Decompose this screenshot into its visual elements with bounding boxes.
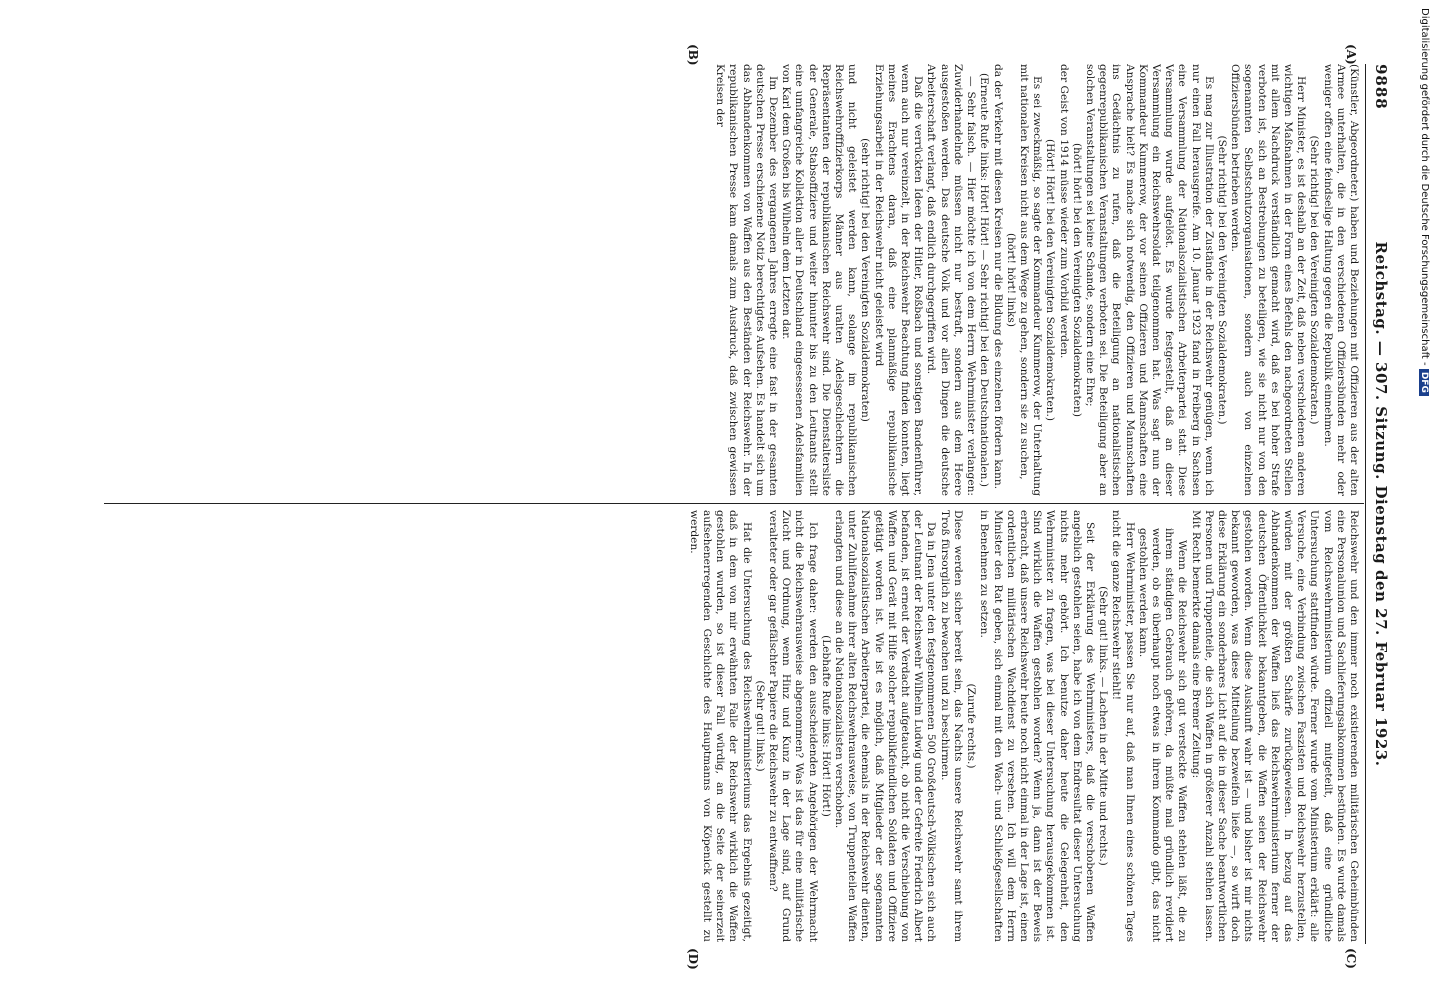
paragraph: Reichswehr und den immer noch existierenden militärischen Geheimbünden eine Personalunion und Sachlieferungsabkommen bestünden. Es wurde damals vom Reichswehrministerium offiziell mitgeteilt, daß eine gründliche Untersuchung stattfinden würde. Ferner wurde vom Ministerium erklärt: alle Versuche, eine Verbindung zwischen Faszisten und Reichswehr herzustellen, würden mit der größten Schärfe zurückgewiesen. In bezug auf das Abhandenkommen der Waffen ließ das Reichswehrministerium ferner der deutschen Öffentlichkeit bekanntgeben, die Waffen seien der Reichswehr gestohlen worden. Wenn diese Auskunft wahr ist — und bisher ist mir nichts bekannt geworden, was diese Mitteilung bezweifeln ließe —, so wirft doch diese Erklärung ein sonderbares Licht auf die in dieser Sache beantwortlichen Personen und Truppenteile, die sich Waffen in größerer Anzahl stehlen lassen. Mit Recht bemerkte damals eine Bremer Zeitung:: [1189, 510, 1360, 942]
paragraph: Diese werden sicher bereit sein, das Nachts unsere Reichswehr samt ihrem Troß fürsorglich zu bewachen und zu beschirmen.: [938, 510, 964, 942]
marker-c: (C): [1344, 948, 1358, 969]
digitization-footer: [1408, 8, 1430, 992]
paragraph: Seit der Erklärung des Wehrministers, daß die verschobenen Waffen angeblich gestohlen seien, habe ich von dem Endresultat dieser Untersuchung nichts mehr gehört. Ich benutze daher heute die Gelegenheit, den Wehrminister zu fragen, was bei dieser Untersuchung herausgekommen ist. Sind wirklich die Waffen gestohlen worden? Wenn ja, dann ist der Beweis erbracht, daß unsere Reichswehr heute noch nicht einmal in der Lage ist, einen ordentlichen militärischen Wachdienst zu versehen. Ich will dem Herrn Minister den Rat geben, sich einmal mit den Wach- und Schließgesellschaften in Benehmen zu setzen.: [978, 510, 1096, 942]
paragraph: Herr Minister, es ist deshalb an der Zeit, daß neben verschiedenen anderen wichtigen Maßnahmen in der Form eines Befehls den nachgeordneten Stellen mit allem Nachdruck verständlich gemacht wird, daß es bei hoher Strafe verboten ist, sich an Bestrebungen zu beteiligen, wie sie nicht nur von den sogenannten Selbstschutzorganisationen, sondern auch von einzelnen Offiziersbünden betrieben werden.: [1229, 64, 1308, 496]
footer-text: Digitalisierung gefördert durch die Deutsche Forschungsgemeinschaft -: [1419, 8, 1430, 366]
paragraph: da der Verkehr mit diesen Kreisen nur die Bildung des einzelnen fördern kann.: [991, 64, 1004, 490]
rotated-page: [90, 0, 1400, 1000]
dfg-logo: DFG: [1419, 369, 1429, 396]
paragraph: Es mag zur Illustration der Zustände in der Reichswehr genügen, wenn ich nur einen Fall herausgreife. Am 10. Januar 1923 fand in Freiberg in Sachsen eine Versammlung der Nationalsozialistischen Arbeiterpartei statt. Diese Versammlung wurde aufgelöst. Es wurde festgestellt, daß an dieser Versammlung ein Reichswehrsoldat teilgenommen hat. Was sagt nun der Kommandeur Kummerow, der vor seinen Offizieren und Mannschaften eine Ansprache hielt? Es mache sich notwendig, den Offizieren und Mannschaften ins Gedächtnis zu rufen, daß die Beteiligung an nationalistischen gegenrepublikanischen Veranstaltungen verboten sei. Die Beteiligung aber an solchen Veranstaltungen sei keine Schande, sondern eine Ehre;: [1083, 64, 1215, 496]
marker-d: (D): [686, 948, 700, 970]
reaction: (Sehr gut! links. — Lachen in der Mitte und rechts.): [1097, 586, 1110, 866]
header-rule: [1365, 64, 1366, 944]
page-number: 9888: [1372, 64, 1390, 110]
paragraph: Hat die Untersuchung des Reichswehrministeriums das Ergebnis gezeitigt, daß in dem von mir erwähnten Falle der Reichswehr wirklich die Waffen gestohlen wurden, so ist dieser Fall würdig, an die Seite der seinerzeit aufsehenerregenden Geschichte des Hauptmanns von Köpenick gestellt zu werden.: [687, 510, 753, 942]
paragraph: Es sei zweckmäßig, so sagte der Kommandeur Kummerow, der Unterhaltung mit nationalen Kreisen nicht aus dem Wege zu gehen, sondern sie zu suchen,: [1017, 64, 1044, 496]
paragraph: Im Dezember des vergangenen Jahres erregte eine fast in der gesamten deutschen Presse erschienene Notiz berechtigtes Aufsehen. Es handelt sich um das Abhandenkommen von Waffen aus den Beständen der Reichswehr. In der republikanischen Presse kam damals zum Ausdruck, daß zwischen gewissen Kreisen der: [714, 64, 780, 496]
reaction: (hört! hört! bei den Vereinigten Sozialdemokraten): [1070, 143, 1083, 417]
column-divider: [104, 503, 1364, 504]
reaction: (Sehr richtig! bei den Vereinigten Sozialdemokraten.): [1215, 135, 1228, 425]
reaction: (sehr richtig! bei den Vereinigten Sozialdemokraten): [859, 138, 872, 422]
left-column: [110, 64, 1360, 496]
reaction: (Erneute Rufe links: Hört! Hört! — Sehr richtig! bei den Deutschnationalen.): [978, 73, 991, 487]
paragraph: — Sehr falsch. — Hier möchte ich von dem Herrn Wehrminister verlangen: Zuwiderhandelnde müssen nicht nur bestraft, sondern aus dem Heere ausgestoßen werden. Das deutsche Volk und vor allen Dingen die deutsche Arbeiterschaft verlangt, daß endlich durchgegriffen wird.: [925, 64, 978, 496]
marker-b: (B): [686, 44, 700, 66]
reaction: (Sehr richtig! bei den Vereinigten Sozialdemokraten.): [1308, 135, 1321, 425]
paragraph: Da in Jena unter den festgenommenen 500 Großdeutsch-Völkischen sich auch der Leutnant der Reichswehr Wilhelm Ludwig und der Gefreite Friedrich Albert befanden, ist erneut der Verdacht aufgetaucht, ob nicht die Verschiebung von Waffen und Gerät mit Hilfe solcher republikfeindlichen Soldaten und Offiziere getätigt worden ist. Wie ist es möglich, daß Mitglieder der sogenannten Nationalsozialistischen Arbeiterpartei, die ehemals in der Reichswehr dienten, unter Zuhilfenahme ihrer alten Reichswehrausweise, von Truppenteilen Waffen erlangten und diese an die Nationalsozialisten verschoben.: [833, 510, 938, 942]
reaction: (hört! hört! links): [1004, 232, 1017, 327]
reaction: (Lebhafte Rufe links: Hört! Hört!): [819, 635, 832, 817]
reaction: (Sehr gut! links.): [753, 680, 766, 772]
reaction: (Hört! Hört! bei den Vereinigten Sozialdemokraten.): [1044, 138, 1057, 422]
quotation: Wenn die Reichswehr sich gut versteckte Waffen stehlen läßt, die zu ihrem ständigen Gebrauch gehören, da müßte mal gründlich revidiert werden, ob es überhaupt noch etwas in ihrem Kommando gibt, das nicht gestohlen werden kann.: [1136, 528, 1189, 942]
paragraph: Daß die verrückten Ideen der Hitler, Roßbach und sonstigen Bandenführer, wenn auch nur vereinzelt, in der Reichswehr Beachtung finden konnten, liegt meines Erachtens daran, daß eine planmäßige republikanische Erziehungsarbeit in der Reichswehr nicht geleistet wird: [872, 64, 925, 496]
reaction: (Zurufe rechts.): [965, 683, 978, 769]
page-header: [1366, 64, 1392, 944]
paragraph: (Künstler, Abgeordneter.) haben und Beziehungen mit Offizieren aus der alten Armee unterhalten, die in den verschiedenen Offiziersbünden mehr oder weniger offen eine feindselige Haltung gegen die Republik einnehmen.: [1321, 64, 1360, 496]
paragraph: Ich frage daher: werden den ausscheidenden Angehörigen der Wehrmacht nicht die Reichswehrausweise abgenommen? Was ist das für eine militärische Zucht und Ordnung, wenn Hinz und Kunz in der Lage sind, auf Grund veralteter oder gar gefälschter Papiere die Reichswehr zu entwaffnen?: [767, 510, 819, 942]
paragraph: Herr Wehrminister, passen Sie nur auf, daß man Ihnen eines schönen Tages nicht die ganze Reichswehr stiehlt!: [1110, 510, 1136, 942]
marker-a: (A): [1344, 44, 1358, 65]
paragraph: der Geist von 1914 müsse wieder zum Vorbild werden.: [1057, 64, 1070, 359]
right-column: [110, 510, 1360, 942]
paragraph: und nicht geleistet werden kann, solange im republikanischen Reichswehrofffizierkorps Männer aus uralten Adelsgeschlechtern die Repräsentanten der republikanischen Reichswehr sind. Die Dienstaltersliste der Generale, Stabsoffiziere und weiter hinunter bis zu den Leutnants stellt eine umfangreiche Kollektion aller in Deutschland eingesessenen Adelsfamilien von Karl dem Großen bis Wilhelm dem Letzten dar.: [780, 64, 859, 496]
page-title: Reichstag. — 307. Sitzung. Dienstag den 27. Februar 1923.: [1372, 241, 1390, 767]
